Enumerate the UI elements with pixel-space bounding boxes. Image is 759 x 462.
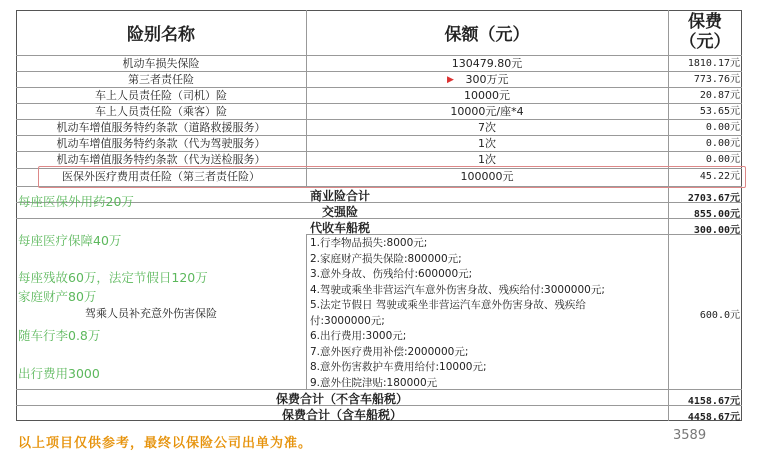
header-premium-line2: （元）	[679, 32, 731, 52]
row-amount: 7次	[478, 121, 496, 134]
row-premium: 53.65元	[699, 106, 740, 117]
row-amount: 300万元	[465, 73, 509, 86]
summary-premium: 300.00元	[693, 225, 740, 236]
header-premium-line1: 保费	[688, 12, 722, 32]
row-amount: 10000元	[464, 89, 510, 102]
supplement-item: 5.法定节假日 驾驶或乘坐非营运汽车意外伤害身故、残疾给	[310, 299, 586, 311]
row-name: 车上人员责任险（司机）险	[95, 89, 227, 102]
total-label: 保费合计（含车船税）	[281, 408, 402, 422]
row-premium: 0.00元	[705, 154, 740, 165]
row-premium: 0.00元	[705, 122, 740, 133]
row-amount: 10000元/座*4	[450, 105, 524, 118]
supplement-item: 6.出行费用:3000元;	[310, 330, 407, 342]
footer-note: 以上项目仅供参考，最终以保险公司出单为准。	[18, 436, 313, 451]
row-amount: 1次	[478, 137, 496, 150]
supplement-premium: 600.0元	[699, 310, 740, 321]
annotation: 家庭财产80万	[18, 289, 97, 304]
supplement-item: 3.意外身故、伤残给付:600000元;	[310, 268, 473, 280]
row-premium: 45.22元	[699, 171, 740, 182]
divider	[306, 234, 307, 389]
annotation: 随车行李0.8万	[18, 328, 101, 343]
summary-label: 代收车船税	[310, 221, 371, 235]
row-premium: 20.87元	[699, 90, 740, 101]
header-name: 险别名称	[127, 25, 195, 45]
supplement-item: 4.驾驶或乘坐非营运汽车意外伤害身故、残疾给付:3000000元;	[310, 283, 605, 296]
row-name: 机动车增值服务特约条款（道路救援服务）	[56, 121, 266, 134]
row-name: 医保外医疗费用责任险（第三者责任险）	[62, 170, 260, 183]
supplement-item: 1.行李物品损失:8000元;	[310, 237, 428, 249]
row-name: 机动车损失保险	[122, 57, 200, 70]
annotation: 每座医疗保障40万	[18, 233, 122, 248]
row-amount: 100000元	[460, 170, 514, 183]
row-premium: 773.76元	[693, 74, 740, 85]
supplement-name: 驾乘人员补充意外伤害保险	[85, 307, 217, 320]
annotation: 出行费用3000	[18, 366, 100, 381]
annotation: 每座医保外用药20万	[18, 194, 134, 209]
row-name: 机动车增值服务特约条款（代为驾驶服务）	[56, 137, 266, 150]
total-premium: 4158.67元	[687, 396, 740, 407]
row-name: 车上人员责任险（乘客）险	[95, 105, 227, 118]
supplement-item: 8.意外伤害救护车费用给付:10000元;	[310, 361, 487, 373]
supplement-item: 2.家庭财产损失保险:800000元;	[310, 252, 462, 265]
supplement-item: 9.意外住院津贴:180000元	[310, 376, 438, 389]
total-label: 保费合计（不含车船税）	[275, 392, 408, 406]
row-amount: 1次	[478, 153, 496, 166]
divider	[16, 218, 742, 219]
row-premium: 0.00元	[705, 138, 740, 149]
supplement-item: 付:3000000元;	[310, 314, 385, 327]
summary-premium: 855.00元	[693, 209, 740, 220]
supplement-item-list	[310, 236, 605, 391]
summary-premium: 2703.67元	[687, 193, 740, 204]
header-amount: 保额（元）	[444, 25, 530, 45]
annotation: 每座残故60万，法定节假日120万	[18, 270, 208, 285]
total-premium: 4458.67元	[687, 412, 740, 423]
row-name: 机动车增值服务特约条款（代为送检服务）	[56, 153, 266, 166]
row-name: 第三者责任险	[128, 73, 194, 86]
highlight-box	[38, 166, 746, 188]
summary-label: 商业险合计	[310, 189, 371, 203]
row-amount: 130479.80元	[451, 57, 523, 70]
row-premium: 1810.17元	[687, 58, 740, 69]
supplement-item: 7.意外医疗费用补偿:2000000元;	[310, 345, 469, 358]
header-premium	[668, 12, 742, 52]
summary-label: 交强险	[322, 205, 359, 219]
arrow-right-icon: ▶	[447, 75, 454, 85]
page-number: 3589	[673, 428, 707, 443]
